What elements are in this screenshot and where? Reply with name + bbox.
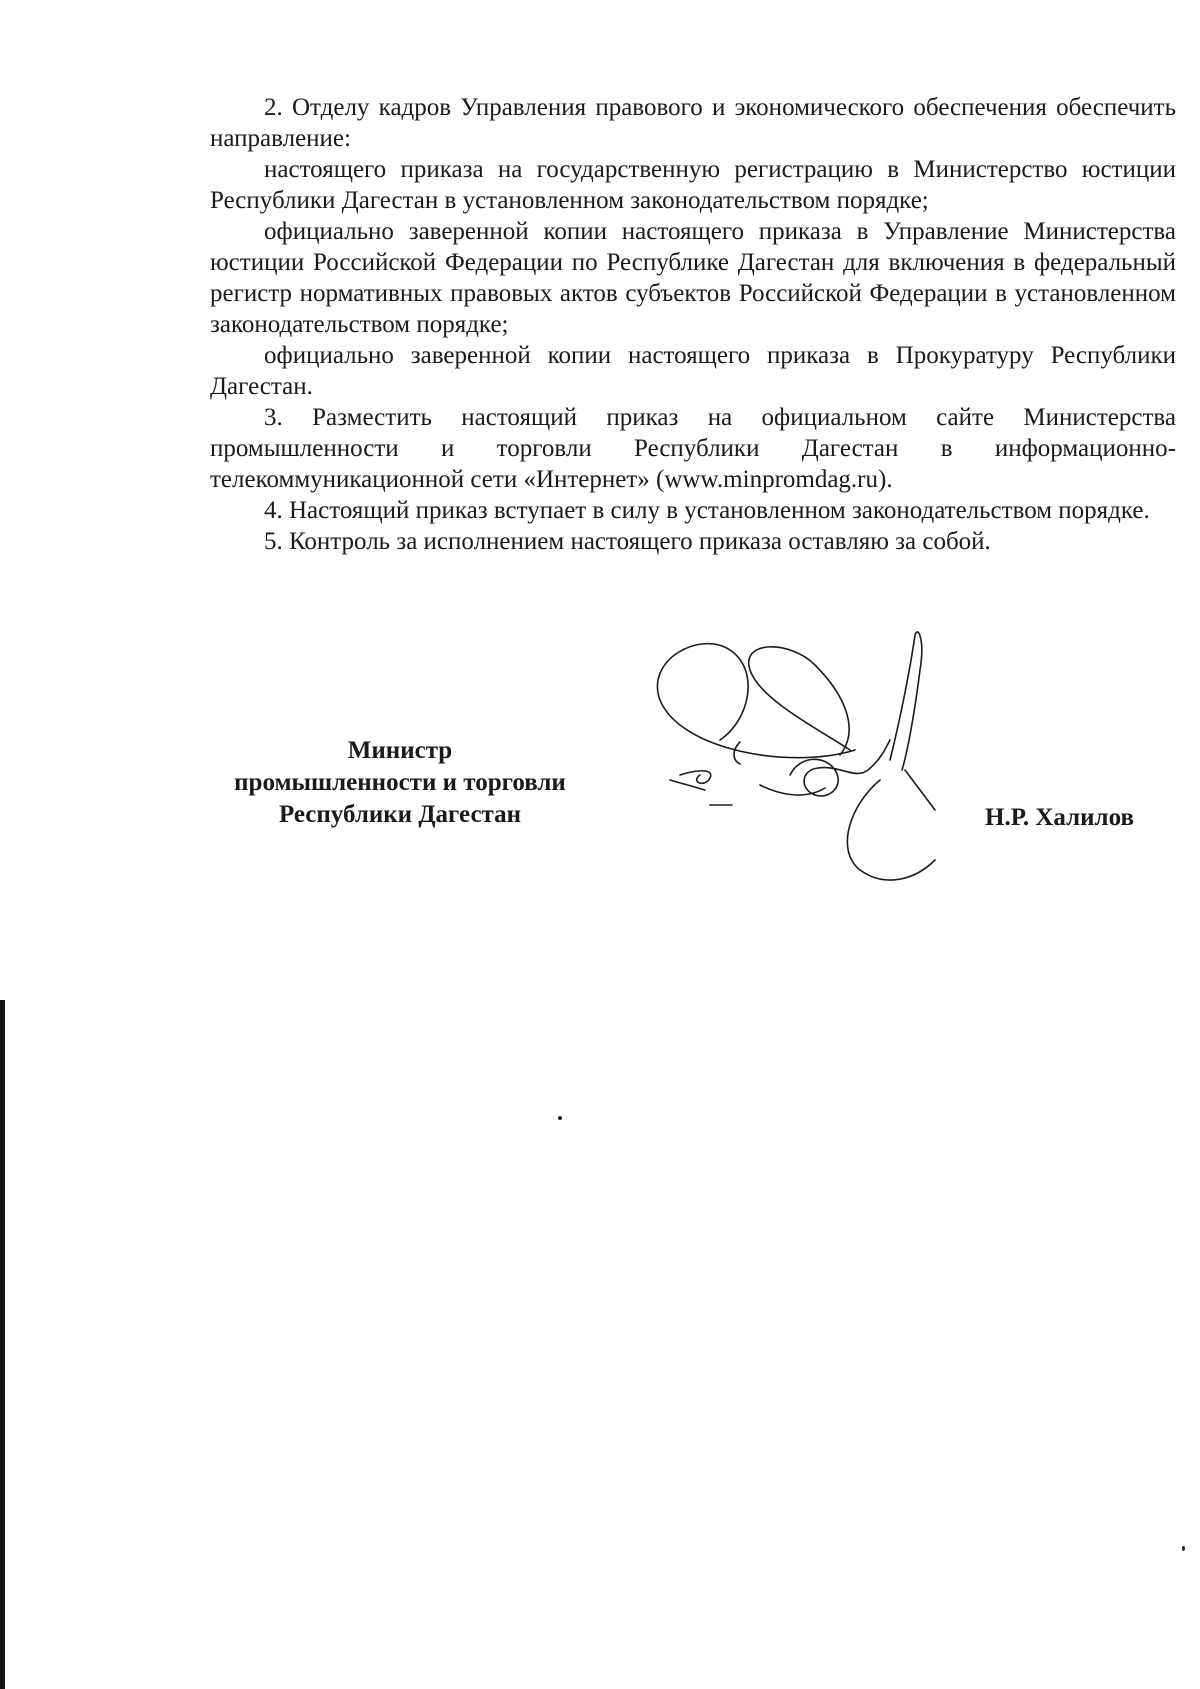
signature-title-line-3: Республики Дагестан	[278, 801, 522, 828]
scan-edge-shadow	[0, 1000, 5, 1689]
signature-title-block	[200, 735, 600, 831]
handwritten-signature	[640, 630, 1040, 960]
paragraph-item-3: 3. Разместить настоящий приказ на официальном сайте Министерства промышленности и торговли Республики Дагестан в информационно-телекоммуникационной сети «Интернет» (www.minpromdag.ru).	[210, 404, 1176, 493]
signer-name: Н.Р. Халилов	[985, 804, 1134, 831]
signature-title-line-2: промышленности и торговли	[234, 769, 566, 796]
paragraph-item-5: 5. Контроль за исполнением настоящего приказа оставляю за собой.	[264, 528, 991, 555]
scan-speck	[1182, 1546, 1185, 1551]
paragraph-federal-register: официально заверенной копии настоящего приказа в Управление Министерства юстиции Российской Федерации по Республике Дагестан для включения в федеральный регистр нормативных правовых актов субъектов Российской Федерации в установленном законодательством порядке;	[210, 218, 1176, 338]
paragraph-item-4: 4. Настоящий приказ вступает в силу в установленном законодательством порядке.	[264, 497, 1150, 524]
document-body	[210, 92, 1176, 557]
scan-speck	[558, 1116, 562, 1120]
paragraph-item-2: 2. Отделу кадров Управления правового и экономического обеспечения обеспечить направление:	[210, 94, 1176, 152]
signature-title-line-1: Министр	[347, 737, 453, 764]
paragraph-registration: настоящего приказа на государственную регистрацию в Министерство юстиции Республики Дагестан в установленном законодательством порядке;	[210, 156, 1176, 214]
paragraph-prosecutor: официально заверенной копии настоящего приказа в Прокуратуру Республики Дагестан.	[210, 342, 1176, 400]
